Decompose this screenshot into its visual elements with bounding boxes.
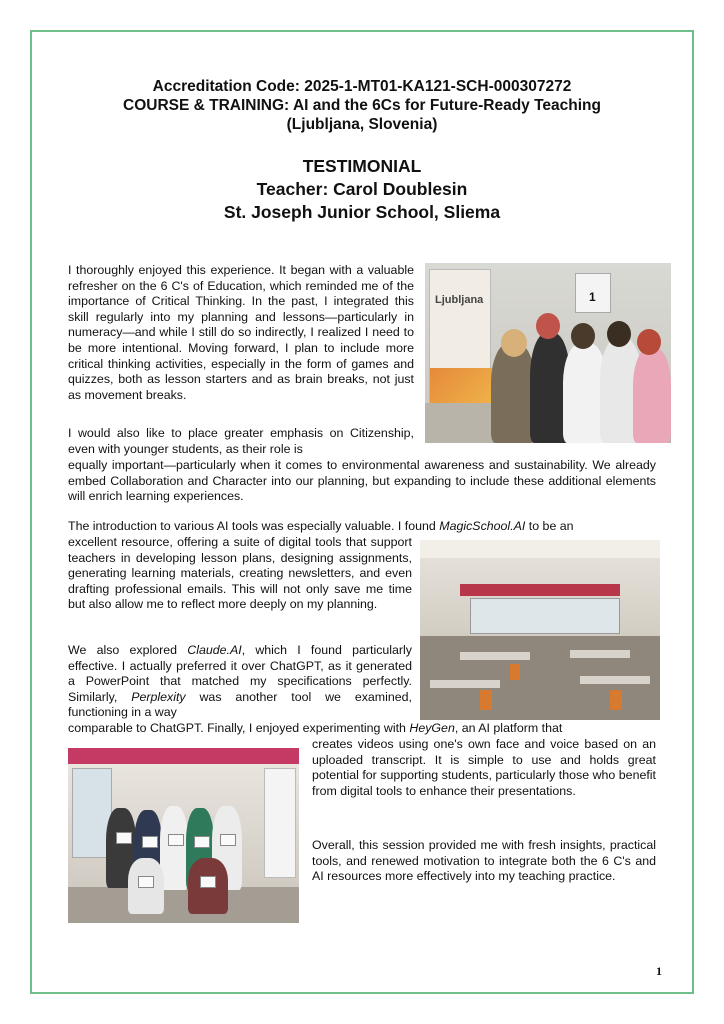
paragraph-2-lead-end: to be an bbox=[525, 519, 574, 533]
perplexity-tool-name: Perplexity bbox=[131, 689, 186, 704]
ceiling bbox=[420, 540, 660, 558]
person-head bbox=[501, 329, 527, 357]
desk bbox=[460, 652, 530, 660]
school-name: St. Joseph Junior School, Sliema bbox=[223, 202, 501, 222]
certificate bbox=[194, 836, 210, 848]
desk bbox=[580, 676, 650, 684]
paragraph-1: I thoroughly enjoyed this experience. It began with a valuable refresher on the 6 C's of Education, which reminded me of the importance of Critical Thinking. In the past, I integrated this skill regularly into my planning and lessons—particularly in numeracy—and while I still do so indirectly, I realized I need to be more intentional. Moving forward, I plan to include more critical thinking activities, especially in the form of games and quizzes, both as lesson starters and as brain breaks, not just as movement breaks. bbox=[68, 263, 414, 402]
ljubljana-banner bbox=[429, 269, 491, 409]
certificate bbox=[220, 834, 236, 846]
teacher-name: Teacher: Carol Doublesin bbox=[256, 179, 468, 199]
person-head bbox=[536, 313, 560, 339]
certificate bbox=[168, 834, 184, 846]
person-head bbox=[637, 329, 661, 355]
photo-classroom bbox=[420, 540, 660, 720]
certificate bbox=[116, 832, 132, 844]
paragraph-3-continued bbox=[68, 721, 656, 737]
course-title: COURSE & TRAINING: AI and the 6Cs for Future-Ready Teaching bbox=[123, 97, 601, 114]
paragraph-4: Overall, this session provided me with fresh insights, practical tools, and renewed motivation to integrate both the 6 C's and AI resources more effectively into my teaching practice. bbox=[312, 838, 656, 884]
paragraph-3-cont-end: , an AI platform that bbox=[454, 721, 563, 735]
person-head bbox=[571, 323, 595, 349]
person bbox=[491, 343, 535, 443]
claude-tool-name: Claude.AI bbox=[187, 643, 242, 657]
certificate bbox=[142, 836, 158, 848]
paragraph-2: excellent resource, offering a suite of digital tools that support teachers in developing lesson plans, designing assignments, generating learning materials, creating newsletters, and even drafting professional emails. This will not only save me time but also allow me to reflect more deeply on my planning. bbox=[68, 535, 412, 612]
testimonial-header bbox=[40, 155, 684, 224]
heygen-tool-name: HeyGen bbox=[409, 721, 455, 735]
door-sign bbox=[575, 273, 611, 313]
paragraph-3-cont-lead: comparable to ChatGPT. Finally, I enjoyed experimenting with bbox=[68, 721, 410, 735]
banner-stand bbox=[264, 768, 296, 878]
chair bbox=[610, 690, 622, 710]
paragraph-3 bbox=[68, 643, 412, 721]
chair bbox=[510, 664, 520, 680]
course-location: (Ljubljana, Slovenia) bbox=[286, 116, 438, 133]
floor bbox=[68, 887, 299, 923]
accreditation-code: Accreditation Code: 2025-1-MT01-KA121-SCH-000307272 bbox=[152, 78, 572, 95]
paragraph-2-lead bbox=[68, 519, 656, 535]
certificate bbox=[200, 876, 216, 888]
magicschool-tool-name: MagicSchool.AI bbox=[439, 519, 526, 533]
windows bbox=[470, 598, 620, 634]
person bbox=[160, 806, 188, 890]
desk bbox=[430, 680, 500, 688]
paragraph-3-end: was another tool we examined, functioning in a way bbox=[68, 689, 412, 720]
photo-certificates-group bbox=[68, 748, 299, 923]
paragraph-3-lead: We also explored bbox=[68, 643, 188, 657]
paragraph-2-lead-text: The introduction to various AI tools was especially valuable. I found bbox=[68, 519, 440, 533]
paragraph-3-rest: creates videos using one's own face and voice based on an uploaded transcript. It is simple to use and holds great potential for supporting students, particularly those who benefit from digital tools to enhance their presentations. bbox=[312, 737, 656, 798]
photo-group-huddle bbox=[425, 263, 671, 443]
page-number: 1 bbox=[656, 964, 662, 978]
testimonial-heading: TESTIMONIAL bbox=[302, 156, 422, 176]
red-wall-stripe bbox=[68, 748, 299, 764]
document-header bbox=[40, 77, 684, 134]
certificate bbox=[138, 876, 154, 888]
paragraph-3-mid: , which I found particularly effective. I actually preferred it over ChatGPT, as it generated a PowerPoint that matched my specifications perfectly. Similarly, bbox=[68, 643, 413, 704]
desk bbox=[570, 650, 630, 658]
banner-text: Ljubljana bbox=[435, 294, 484, 306]
red-board-strip bbox=[460, 584, 620, 596]
person-head bbox=[607, 321, 631, 347]
door-sign-number: 1 bbox=[589, 290, 596, 304]
paragraph-1-end: equally important—particularly when it comes to environmental awareness and sustainability. We already embed Collaboration and Character into our planning, but expanding to include these additional elements will enrich learning experiences. bbox=[68, 458, 656, 504]
chair bbox=[480, 690, 492, 710]
person bbox=[633, 348, 671, 443]
banner-graphic bbox=[430, 368, 492, 408]
paragraph-1-continued: I would also like to place greater emphasis on Citizenship, even with younger students, as their role is bbox=[68, 426, 414, 456]
